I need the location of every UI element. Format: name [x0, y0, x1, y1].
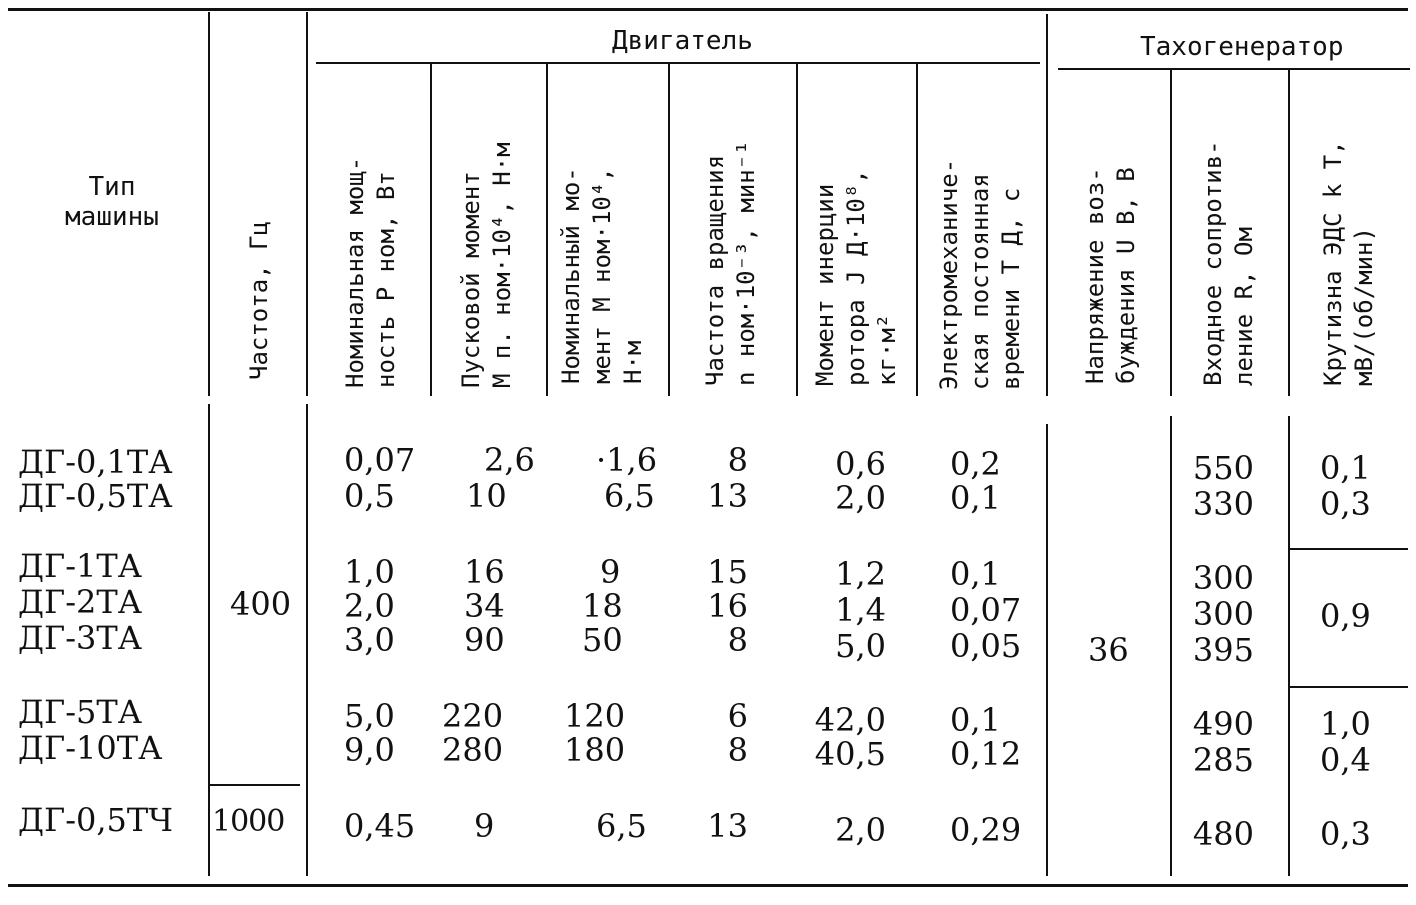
time-const-cell: 0,2 [950, 445, 1001, 483]
resistance-header-line: ление R, Ом [1230, 227, 1258, 386]
row-type: ДГ-5ТА [18, 693, 142, 731]
resistance-cell: 300 [1192, 559, 1254, 597]
power-cell: 5,0 [344, 697, 395, 735]
nom-torque-cell: 9 [600, 553, 621, 591]
freq-1000: 1000 [212, 804, 285, 839]
time-const-cell: 0,1 [950, 479, 1001, 517]
power-cell: 0,45 [344, 807, 416, 845]
start-torque-cell: 2,6 [484, 441, 535, 479]
v-rule [430, 64, 432, 396]
v-rule [1046, 14, 1048, 396]
type-header-line: машины [65, 202, 159, 232]
resistance-cell: 395 [1192, 631, 1254, 669]
nom-torque-header-line: мент M ном·10⁴, [588, 167, 616, 384]
row-type: ДГ-0,5ТА [18, 477, 173, 515]
slope-cell: 0,1 [1320, 449, 1371, 487]
v-rule [546, 64, 548, 396]
resistance-header-line: Входное сопротив- [1199, 140, 1227, 386]
tacho-group-header: Тахогенератор [1140, 32, 1344, 62]
row-type: ДГ-1ТА [18, 547, 142, 585]
inertia-header-line: кг·м² [873, 313, 901, 386]
slope-divider-2 [1290, 686, 1408, 688]
slope-header-line: Крутизна ЭДС k Т, [1319, 140, 1347, 386]
resistance-cell: 490 [1192, 705, 1254, 743]
v-rule [208, 12, 210, 396]
slope-cell: 1,0 [1320, 705, 1371, 743]
inertia-cell: 5,0 [835, 627, 886, 665]
row-type: ДГ-2ТА [18, 583, 142, 621]
speed-header-line: n ном·10⁻³, мин⁻¹ [732, 140, 760, 386]
start-torque-header-line: M п. ном·10⁴, Н·м [488, 142, 516, 388]
start-torque-cell: 10 [466, 477, 507, 515]
excitation-header-line: буждения U В, В [1112, 167, 1140, 384]
time-const-header-line: ская постоянная [966, 173, 994, 390]
nom-torque-cell: 18 [582, 587, 623, 625]
inertia-cell: 40,5 [814, 735, 886, 773]
v-rule [306, 12, 308, 396]
start-torque-cell: 34 [464, 587, 505, 625]
resistance-cell: 330 [1192, 485, 1254, 523]
inertia-cell: 2,0 [835, 811, 886, 849]
row-type: ДГ-10ТА [18, 729, 163, 767]
speed-cell: 6 [727, 697, 748, 735]
nom-torque-cell: 180 [564, 731, 626, 769]
v-rule [668, 64, 670, 396]
resistance-cell: 550 [1192, 449, 1254, 487]
nom-torque-cell: 120 [564, 697, 626, 735]
start-torque-cell: 280 [442, 731, 504, 769]
excitation-value: 36 [1088, 631, 1129, 669]
power-cell: 3,0 [344, 621, 395, 659]
power-header-line: Номинальная мощ- [341, 156, 369, 388]
inertia-cell: 1,4 [835, 591, 886, 629]
power-cell: 0,5 [344, 477, 395, 515]
slope-cell: 0,9 [1320, 597, 1371, 635]
time-const-cell: 0,29 [950, 811, 1022, 849]
speed-cell: 16 [707, 587, 748, 625]
row-type: ДГ-0,1ТА [18, 443, 173, 481]
inertia-cell: 2,0 [835, 479, 886, 517]
v-rule [1288, 416, 1290, 876]
time-const-cell: 0,12 [950, 735, 1022, 773]
v-rule [916, 64, 918, 396]
time-const-header-line: Электромехaниче- [935, 158, 963, 390]
power-header-line: ность P ном, Вт [372, 171, 400, 388]
start-torque-cell: 16 [464, 553, 505, 591]
top-rule [8, 8, 1408, 11]
speed-cell: 15 [707, 553, 748, 591]
type-header-line: Тип [88, 172, 136, 202]
speed-header-line: Частота вращения [701, 154, 729, 386]
nom-torque-cell: 6,5 [604, 477, 655, 515]
inertia-header-line: Момент инерции [811, 183, 839, 386]
v-rule [1046, 424, 1048, 876]
time-const-cell: 0,1 [950, 555, 1001, 593]
power-cell: 0,07 [344, 441, 416, 479]
time-const-cell: 0,05 [950, 627, 1022, 665]
nom-torque-cell: ·1,6 [596, 441, 658, 479]
nom-torque-header-line: Н·м [619, 340, 647, 384]
freq-header-line: Частота, Гц [245, 221, 273, 380]
tacho-header-rule [1058, 68, 1410, 70]
power-cell: 1,0 [344, 553, 395, 591]
v-rule [306, 404, 308, 876]
speed-cell: 13 [707, 807, 748, 845]
inertia-cell: 42,0 [814, 701, 886, 739]
power-cell: 9,0 [344, 731, 395, 769]
time-const-header-line: времени T Д, с [997, 187, 1025, 390]
v-rule [1170, 416, 1172, 876]
slope-cell: 0,3 [1320, 485, 1371, 523]
slope-cell: 0,3 [1320, 815, 1371, 853]
row-type: ДГ-0,5ТЧ [18, 801, 173, 839]
freq-divider [210, 784, 300, 786]
inertia-cell: 1,2 [835, 555, 886, 593]
resistance-cell: 300 [1192, 595, 1254, 633]
time-const-cell: 0,07 [950, 591, 1022, 629]
inertia-header-line: ротора J Д·10⁸, [842, 169, 870, 386]
slope-header-line: мВ/(об/мин) [1350, 227, 1378, 386]
power-cell: 2,0 [344, 587, 395, 625]
nom-torque-cell: 50 [582, 621, 623, 659]
motor-header-rule [316, 62, 1040, 64]
v-rule [796, 64, 798, 396]
speed-cell: 8 [727, 731, 748, 769]
speed-cell: 13 [707, 477, 748, 515]
start-torque-cell: 220 [442, 697, 504, 735]
resistance-cell: 480 [1192, 815, 1254, 853]
v-rule [1170, 70, 1172, 396]
row-type: ДГ-3ТА [18, 619, 142, 657]
speed-cell: 8 [727, 441, 748, 479]
type-header [20, 172, 204, 232]
nom-torque-header-line: Номинальный мо- [557, 167, 585, 384]
excitation-header-line: Напряжение воз- [1081, 167, 1109, 384]
start-torque-cell: 9 [474, 807, 495, 845]
start-torque-cell: 90 [464, 621, 505, 659]
speed-cell: 8 [727, 621, 748, 659]
inertia-cell: 0,6 [835, 445, 886, 483]
bottom-rule [8, 884, 1408, 887]
slope-divider-1 [1290, 548, 1408, 550]
v-rule [1288, 70, 1290, 396]
slope-cell: 0,4 [1320, 741, 1371, 779]
motor-group-header: Двигатель [612, 26, 753, 56]
time-const-cell: 0,1 [950, 701, 1001, 739]
v-rule [208, 404, 210, 876]
freq-400: 400 [230, 585, 292, 623]
nom-torque-cell: 6,5 [596, 807, 647, 845]
start-torque-header-line: Пусковой момент [457, 171, 485, 388]
resistance-cell: 285 [1192, 741, 1254, 779]
